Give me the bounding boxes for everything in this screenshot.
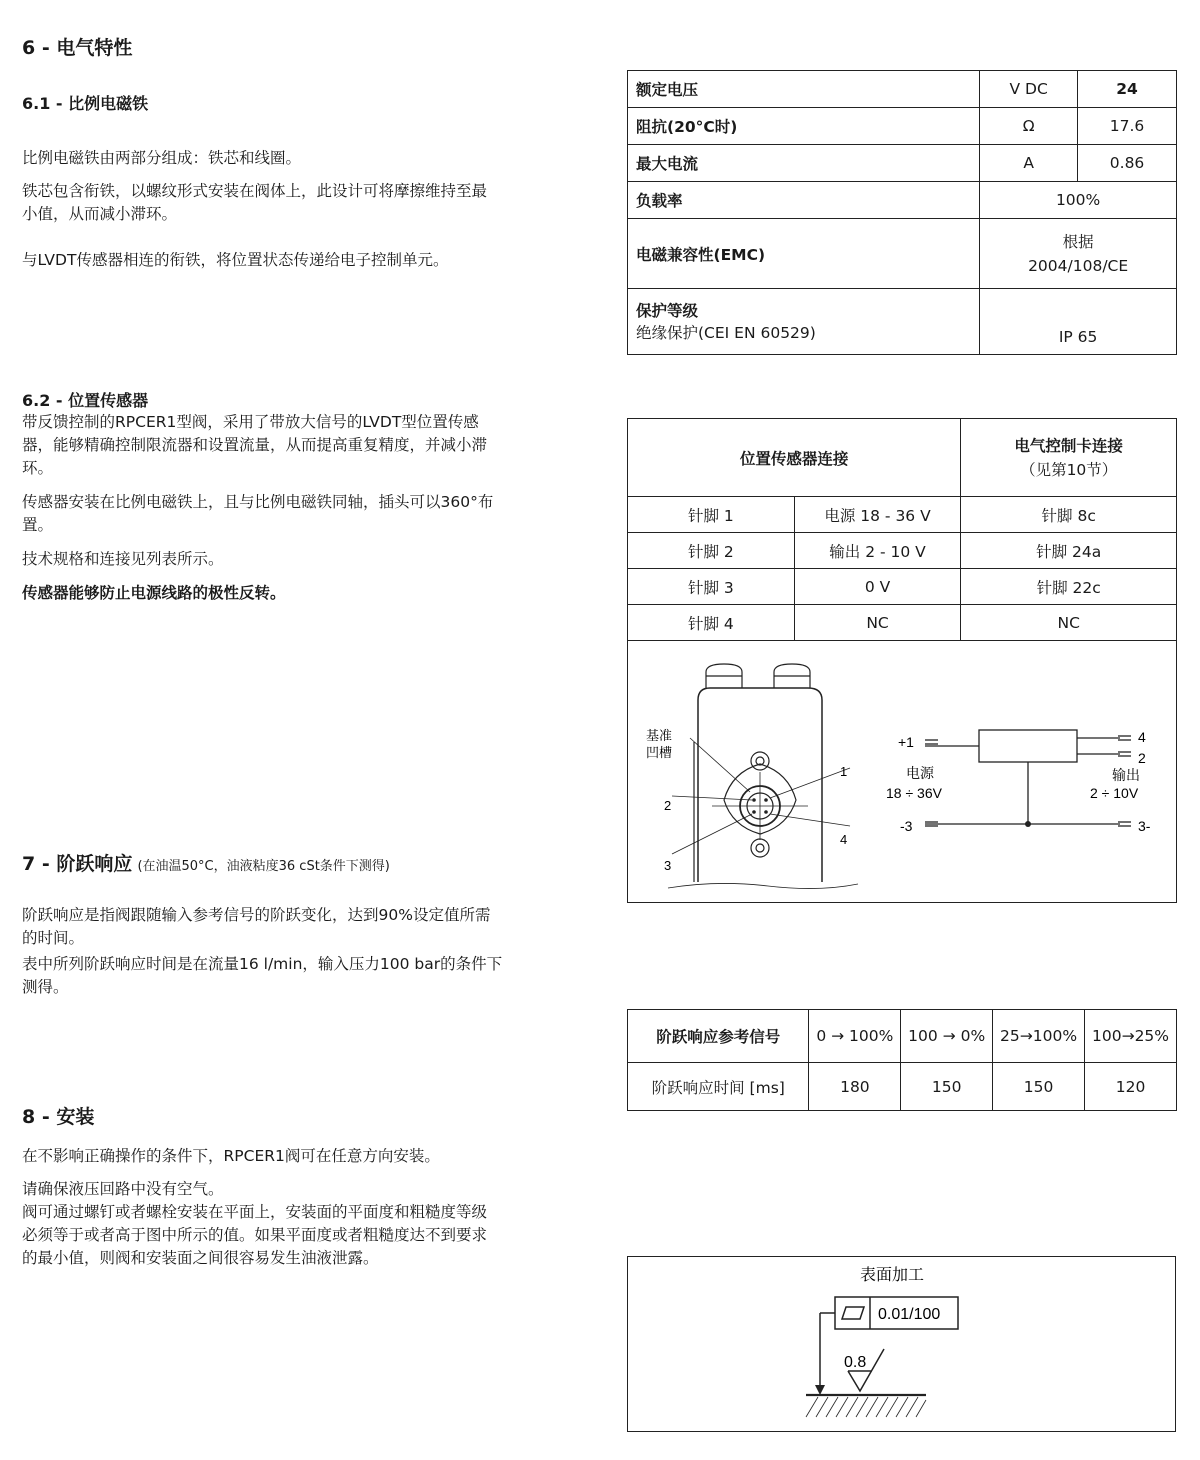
pin-label: 1 bbox=[840, 763, 848, 779]
step-header: 25→100% bbox=[993, 1010, 1085, 1063]
section-7-heading bbox=[22, 849, 390, 876]
paragraph: 的最小值，则阀和安装面之间很容易发生油液泄露。 bbox=[22, 1249, 379, 1267]
section-7-note: (在油温50°C，油液粘度36 cSt条件下测得) bbox=[137, 859, 390, 874]
pin-label: 3 bbox=[664, 857, 672, 873]
paragraph: 技术规格和连接见列表所示。 bbox=[22, 550, 224, 568]
hatching bbox=[806, 1397, 926, 1417]
surface-finish-box bbox=[627, 1256, 1176, 1432]
step-header: 0 → 100% bbox=[809, 1010, 901, 1063]
spec-value: 0.86 bbox=[1078, 145, 1177, 182]
spec-value bbox=[980, 219, 1177, 289]
terminal-label: 2 bbox=[1138, 749, 1146, 766]
paragraph: 器，能够精确控制限流器和设置流量，从而提高重复精度，并减小滞 bbox=[22, 436, 488, 454]
table-row bbox=[628, 1063, 1177, 1111]
card-pin-cell: 针脚 24a bbox=[961, 533, 1177, 569]
schematic-lines bbox=[925, 730, 1131, 826]
electrical-specs-table bbox=[627, 70, 1177, 355]
header-card-title: 电气控制卡连接 bbox=[1014, 436, 1123, 455]
spec-value: 24 bbox=[1078, 71, 1177, 108]
ref-label: 基准 bbox=[646, 727, 673, 743]
spec-label-line: 绝缘保护(CEI EN 60529) bbox=[636, 323, 816, 342]
spec-unit: A bbox=[980, 145, 1078, 182]
function-cell: 0 V bbox=[794, 569, 961, 605]
connector-drawing bbox=[668, 664, 858, 889]
paragraph: 必须等于或者高于图中所示的值。如果平面度或者粗糙度达不到要求 bbox=[22, 1226, 488, 1244]
paragraph-bold: 传感器能够防止电源线路的极性反转。 bbox=[22, 584, 286, 602]
table-row bbox=[628, 71, 1177, 108]
spec-value-line: 2004/108/CE bbox=[1028, 256, 1129, 275]
section-8-title: 8 - 安装 bbox=[22, 1106, 95, 1128]
step-time-label: 阶跃响应时间 [ms] bbox=[628, 1063, 809, 1111]
section-6-title: 6 - 电气特性 bbox=[22, 37, 133, 59]
function-cell: NC bbox=[794, 605, 961, 641]
step-header: 100 → 0% bbox=[901, 1010, 993, 1063]
spec-label: 负载率 bbox=[628, 182, 980, 219]
card-pin-cell: NC bbox=[961, 605, 1177, 641]
spec-value: IP 65 bbox=[980, 289, 1177, 355]
pin-label: 4 bbox=[840, 831, 848, 847]
header-card-connection bbox=[961, 419, 1177, 497]
paragraph: 小值，从而减小滞环。 bbox=[22, 205, 178, 223]
table-row bbox=[628, 289, 1177, 355]
spec-value: 100% bbox=[980, 182, 1177, 219]
table-row bbox=[628, 219, 1177, 289]
paragraph: 测得。 bbox=[22, 978, 69, 996]
table-header-row bbox=[628, 1010, 1177, 1063]
section-6-1-title: 6.1 - 比例电磁铁 bbox=[22, 94, 149, 113]
roughness-value: 0.8 bbox=[844, 1354, 867, 1371]
spec-value-line: 根据 bbox=[1062, 232, 1094, 251]
spec-label: 电磁兼容性(EMC) bbox=[628, 219, 980, 289]
spec-label-line: 保护等级 bbox=[636, 301, 699, 320]
table-row bbox=[628, 145, 1177, 182]
table-row bbox=[628, 533, 1177, 569]
section-6-2-title: 6.2 - 位置传感器 bbox=[22, 391, 149, 410]
card-pin-cell: 针脚 8c bbox=[961, 497, 1177, 533]
paragraph: 传感器安装在比例电磁铁上，且与比例电磁铁同轴，插头可以360°布 bbox=[22, 493, 494, 511]
paragraph: 带反馈控制的RPCER1型阀，采用了带放大信号的LVDT型位置传感 bbox=[22, 413, 479, 431]
header-sensor-connection: 位置传感器连接 bbox=[628, 419, 961, 497]
table-row bbox=[628, 108, 1177, 145]
section-7-title: 7 - 阶跃响应 bbox=[22, 853, 133, 875]
paragraph: 与LVDT传感器相连的衔铁，将位置状态传递给电子控制单元。 bbox=[22, 251, 449, 269]
pin-cell: 针脚 3 bbox=[628, 569, 795, 605]
paragraph: 在不影响正确操作的条件下，RPCER1阀可在任意方向安装。 bbox=[22, 1147, 440, 1165]
junction-dot bbox=[1025, 821, 1031, 827]
table-row bbox=[628, 605, 1177, 641]
sensor-wiring-diagram bbox=[628, 642, 1174, 902]
spec-label: 额定电压 bbox=[628, 71, 980, 108]
paragraph: 阀可通过螺钉或者螺栓安装在平面上，安装面的平面度和粗糙度等级 bbox=[22, 1203, 488, 1221]
function-cell: 电源 18 - 36 V bbox=[794, 497, 961, 533]
paragraph: 置。 bbox=[22, 516, 54, 534]
paragraph: 铁芯包含衔铁，以螺纹形式安装在阀体上，此设计可将摩擦维持至最 bbox=[22, 182, 488, 200]
step-time-value: 120 bbox=[1085, 1063, 1177, 1111]
spec-value: 17.6 bbox=[1078, 108, 1177, 145]
step-response-table bbox=[627, 1009, 1177, 1111]
card-pin-cell: 针脚 22c bbox=[961, 569, 1177, 605]
function-cell: 输出 2 - 10 V bbox=[794, 533, 961, 569]
sensor-connection-table bbox=[627, 418, 1177, 903]
terminal-label: -3 bbox=[900, 817, 913, 834]
diagram-cell bbox=[628, 641, 1177, 903]
paragraph: 比例电磁铁由两部分组成：铁芯和线圈。 bbox=[22, 149, 302, 167]
paragraph: 的时间。 bbox=[22, 929, 85, 947]
paragraph: 阶跃响应是指阀跟随输入参考信号的阶跃变化，达到90%设定值所需 bbox=[22, 906, 491, 924]
table-header-row bbox=[628, 419, 1177, 497]
spec-label bbox=[628, 289, 980, 355]
arrow-head bbox=[815, 1385, 825, 1395]
step-time-value: 180 bbox=[809, 1063, 901, 1111]
table-row bbox=[628, 641, 1177, 903]
step-time-value: 150 bbox=[993, 1063, 1085, 1111]
table-row bbox=[628, 497, 1177, 533]
surface-finish-drawing bbox=[628, 1257, 1175, 1431]
spec-label: 最大电流 bbox=[628, 145, 980, 182]
table-row bbox=[628, 182, 1177, 219]
power-label: 电源 bbox=[906, 764, 934, 781]
paragraph: 表中所列阶跃响应时间是在流量16 l/min，输入压力100 bar的条件下 bbox=[22, 955, 503, 973]
terminal-label: 3- bbox=[1138, 817, 1151, 834]
step-header: 100→25% bbox=[1085, 1010, 1177, 1063]
paragraph: 请确保液压回路中没有空气。 bbox=[22, 1180, 224, 1198]
ref-label: 凹槽 bbox=[646, 744, 673, 760]
pin-cell: 针脚 2 bbox=[628, 533, 795, 569]
power-range-label: 18 ÷ 36V bbox=[886, 784, 942, 801]
pin-cell: 针脚 4 bbox=[628, 605, 795, 641]
terminal-label: 4 bbox=[1138, 728, 1146, 745]
pin-label: 2 bbox=[664, 797, 672, 813]
pin-cell: 针脚 1 bbox=[628, 497, 795, 533]
surface-title: 表面加工 bbox=[860, 1267, 925, 1284]
output-range-label: 2 ÷ 10V bbox=[1090, 784, 1139, 801]
flatness-value: 0.01/100 bbox=[878, 1306, 941, 1323]
paragraph: 环。 bbox=[22, 459, 54, 477]
spec-unit: V DC bbox=[980, 71, 1078, 108]
output-label: 输出 bbox=[1112, 766, 1140, 783]
step-header-label: 阶跃响应参考信号 bbox=[628, 1010, 809, 1063]
spec-unit: Ω bbox=[980, 108, 1078, 145]
spec-label: 阻抗(20°C时) bbox=[628, 108, 980, 145]
step-time-value: 150 bbox=[901, 1063, 993, 1111]
table-row bbox=[628, 569, 1177, 605]
terminal-label: +1 bbox=[898, 733, 914, 750]
header-card-note: （见第10节） bbox=[1020, 460, 1118, 479]
